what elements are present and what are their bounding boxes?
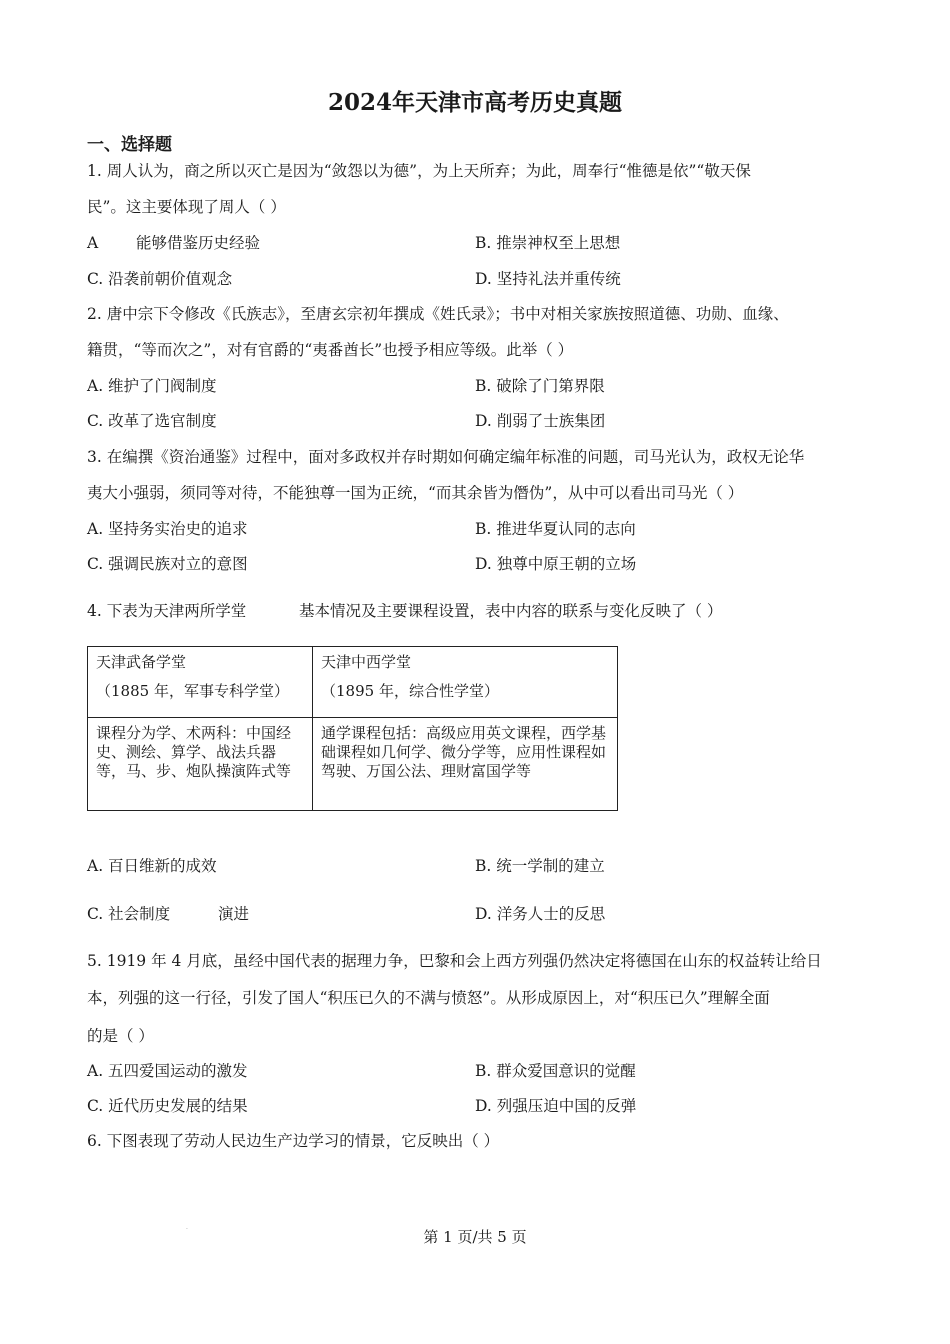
q1-option-a-letter: A <box>87 234 99 252</box>
school-description: （1895 年，综合性学堂） <box>321 682 499 700</box>
q5-stem-line2: 本，列强的这一行径，引发了国人“积压已久的不满与愤怒”。从形成原因上，对“积压已久”理解全面 <box>87 989 770 1007</box>
q4-option-c-part1: C. 社会制度 <box>87 905 171 923</box>
q4-stem-part1: 4. 下表为天津两所学堂 <box>87 602 247 620</box>
q2-option-c: C. 改革了选官制度 <box>87 412 217 430</box>
q1-option-a: 能够借鉴历史经验 <box>136 234 261 252</box>
table-header-cell <box>313 647 618 718</box>
q4-stem-part2: 基本情况及主要课程设置，表中内容的联系与变化反映了（ ） <box>299 602 723 620</box>
q3-option-a: A. 坚持务实治史的追求 <box>87 520 248 538</box>
q6-stem-line1: 6. 下图表现了劳动人民边生产边学习的情景，它反映出（ ） <box>87 1132 500 1150</box>
q3-option-d: D. 独尊中原王朝的立场 <box>475 555 637 573</box>
q5-stem-line1: 5. 1919 年 4 月底，虽经中国代表的据理力争，巴黎和会上西方列强仍然决定将德国在山东的权益转让给日 <box>87 952 822 970</box>
q5-option-d: D. 列强压迫中国的反弹 <box>475 1097 637 1115</box>
table-row <box>88 718 618 811</box>
table-cell: 课程分为学、术两科：中国经史、测绘、算学、战法兵器等，马、步、炮队操演阵式等 <box>88 718 313 811</box>
table-header-cell <box>88 647 313 718</box>
table-cell: 通学课程包括：高级应用英文课程，西学基础课程如几何学、微分学等，应用性课程如驾驶、万国公法、理财富国学等 <box>313 718 618 811</box>
school-name: 天津中西学堂 <box>321 653 412 671</box>
q4-option-d: D. 洋务人士的反思 <box>475 905 606 923</box>
page-footer: 第 1 页/共 5 页 <box>423 1228 527 1246</box>
q4-option-c-part2: 演进 <box>218 905 250 923</box>
q1-stem-line1: 1. 周人认为，商之所以灭亡是因为“敛怨以为德”，为上天所弃；为此，周奉行“惟德是依”“敬天保 <box>87 162 751 180</box>
q1-option-d: D. 坚持礼法并重传统 <box>475 270 621 288</box>
q4-option-b: B. 统一学制的建立 <box>475 857 605 875</box>
page-title: 2024年天津市高考历史真题 <box>327 89 622 116</box>
q5-option-c: C. 近代历史发展的结果 <box>87 1097 248 1115</box>
q2-stem-line2: 籍贯，“等而次之”，对有官爵的“夷番酋长”也授予相应等级。此举（ ） <box>87 341 574 359</box>
q4-option-a: A. 百日维新的成效 <box>87 857 217 875</box>
q5-stem-line3: 的是（ ） <box>87 1027 154 1045</box>
q2-option-d: D. 削弱了士族集团 <box>475 412 606 430</box>
q1-option-b: B. 推崇神权至上思想 <box>475 234 621 252</box>
footer-mark: · <box>186 1226 188 1233</box>
q2-option-b: B. 破除了门第界限 <box>475 377 605 395</box>
q1-stem-line2: 民”。这主要体现了周人（ ） <box>87 198 286 216</box>
q3-stem-line1: 3. 在编撰《资治通鉴》过程中，面对多政权并存时期如何确定编年标准的问题，司马光认为，政权无论华 <box>87 448 805 466</box>
q3-option-b: B. 推进华夏认同的志向 <box>475 520 636 538</box>
school-name: 天津武备学堂 <box>96 653 187 671</box>
q2-stem-line1: 2. 唐中宗下令修改《氏族志》，至唐玄宗初年撰成《姓氏录》；书中对相关家族按照道德、功勋、血缘、 <box>87 305 789 323</box>
q5-option-b: B. 群众爱国意识的觉醒 <box>475 1062 636 1080</box>
school-comparison-table <box>87 646 618 811</box>
q5-option-a: A. 五四爱国运动的激发 <box>87 1062 248 1080</box>
q1-option-c: C. 沿袭前朝价值观念 <box>87 270 233 288</box>
school-description: （1885 年，军事专科学堂） <box>96 682 289 700</box>
table-header-row <box>88 647 618 718</box>
q3-stem-line2: 夷大小强弱，须同等对待，不能独尊一国为正统，“而其余皆为僭伪”，从中可以看出司马光（ ） <box>87 484 744 502</box>
section-heading: 一、选择题 <box>87 135 172 155</box>
q2-option-a: A. 维护了门阀制度 <box>87 377 217 395</box>
q3-option-c: C. 强调民族对立的意图 <box>87 555 248 573</box>
